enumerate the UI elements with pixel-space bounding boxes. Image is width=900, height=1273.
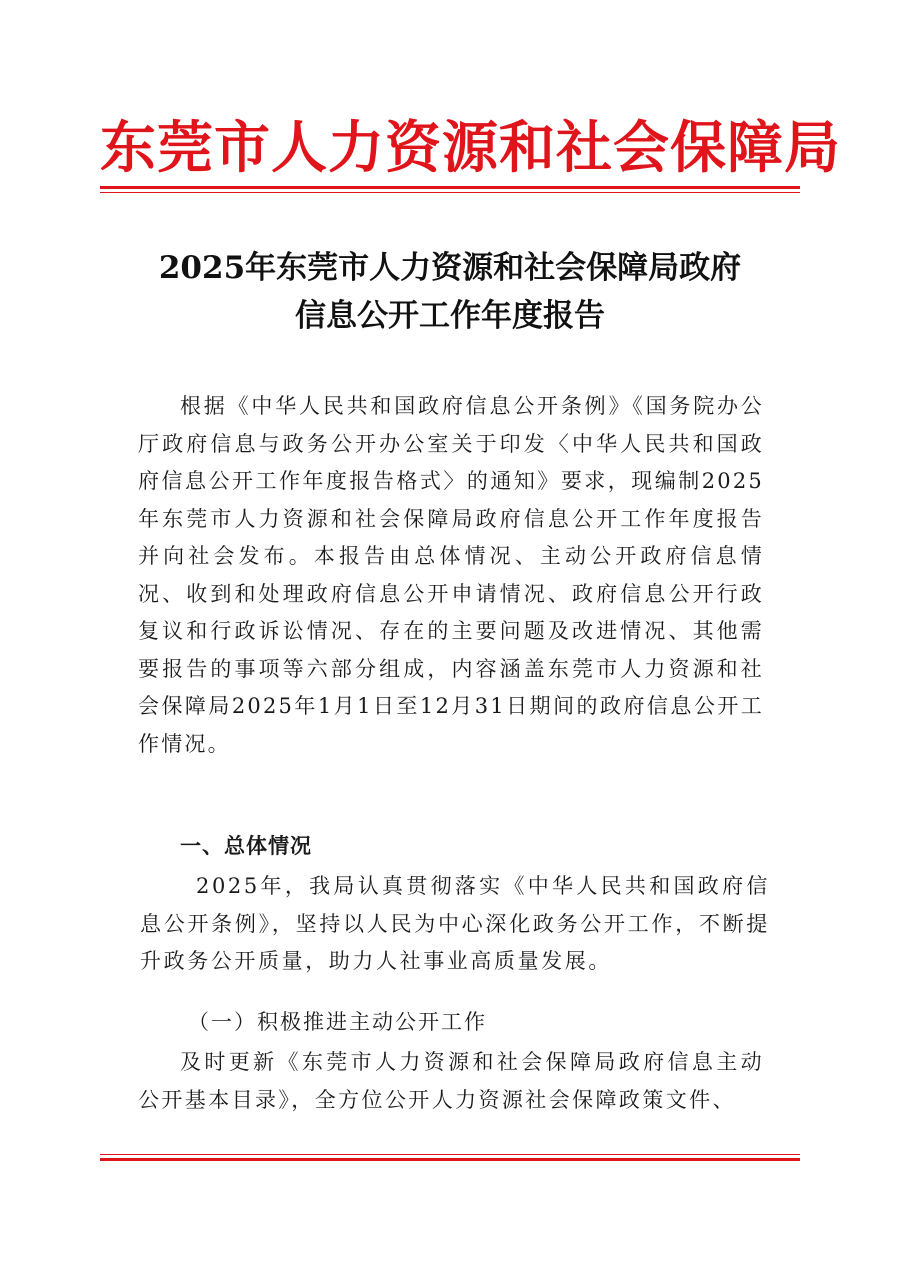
report-title-line2: 信息公开工作年度报告	[295, 298, 605, 334]
overview-paragraph: 2025年，我局认真贯彻落实《中华人民共和国政府信息公开条例》，坚持以人民为中心深化政务公开工作，不断提升政务公开质量，助力人社事业高质量发展。	[140, 874, 770, 973]
intro-paragraph: 根据《中华人民共和国政府信息公开条例》《国务院办公厅政府信息与政务公开办公室关于印发〈中华人民共和国政府信息公开工作年度报告格式〉的通知》要求，现编制2025年东莞市人力资源和社会保障局政府信息公开工作年度报告并向社会发布。本报告由总体情况、主动公开政府信息情况、收到和处理政府信息公开申请情况、政府信息公开行政复议和行政诉讼情况、存在的主要问题及改进情况、其他需要报告的事项等六部分组成，内容涵盖东莞市人力资源和社会保障局2025年1月1日至12月31日期间的政府信息公开工作情况。	[138, 394, 764, 756]
subsection-heading-proactive: （一）积极推进主动公开工作	[188, 1010, 487, 1034]
proactive-paragraph: 及时更新《东莞市人力资源和社会保障局政府信息主动公开基本目录》，全方位公开人力资源社会保障政策文件、	[138, 1050, 764, 1112]
masthead-rule-thick	[100, 186, 800, 189]
report-title	[100, 244, 800, 340]
footer-rule-thick	[100, 1158, 800, 1161]
section-heading-overview: 一、总体情况	[180, 834, 312, 858]
masthead-title: 东莞市人力资源和社会保障局	[100, 115, 841, 181]
report-title-line1: 2025年东莞市人力资源和社会保障局政府	[158, 250, 742, 286]
footer-rule-thin	[100, 1154, 800, 1155]
masthead-rule-thin	[100, 192, 800, 193]
